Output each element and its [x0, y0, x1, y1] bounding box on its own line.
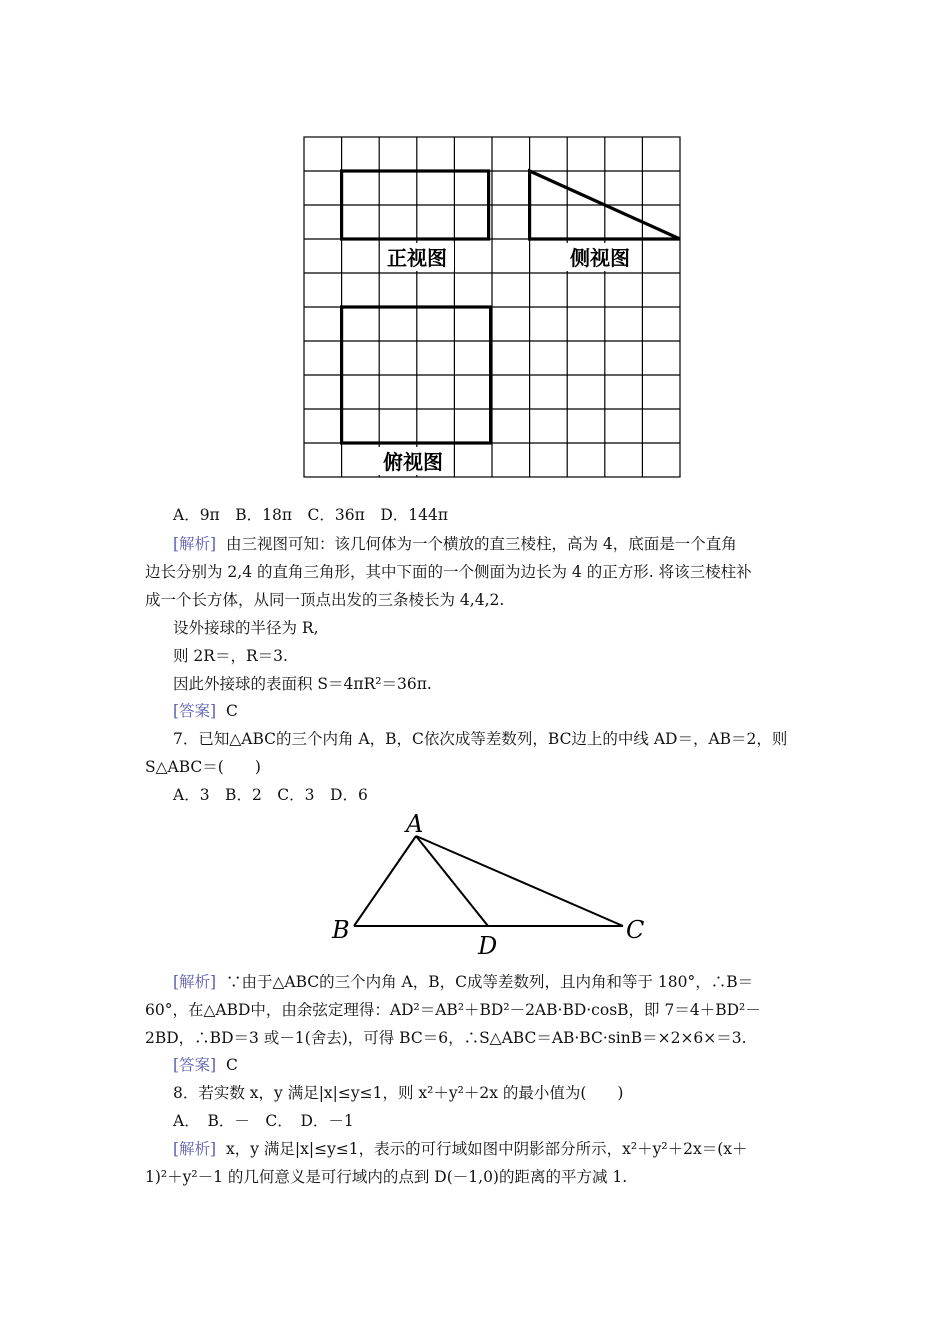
q7-analysis-line-1: [173, 972, 753, 992]
q7-answer-line: [173, 1055, 238, 1075]
q6-analysis-line-2: 边长分别为 2,4 的直角三角形，其中下面的一个侧面为边长为 4 的正方形. 将该三棱柱补: [145, 563, 752, 581]
q7-answer: C: [225, 1056, 238, 1074]
three-view-grid-figure: [300, 133, 685, 481]
vertex-c-label: C: [626, 916, 645, 944]
vertex-a-label: A: [406, 812, 424, 838]
q6-analysis-text-1: 由三视图可知：该几何体为一个横放的直三棱柱，高为 4，底面是一个直角: [225, 535, 737, 553]
q6-analysis-line-1: [173, 534, 737, 554]
q6-analysis-tag: [解析]: [173, 535, 217, 553]
q7-stem-line-1: 7．已知△ABC的三个内角 A，B，C依次成等差数列，BC边上的中线 AD＝，AB＝2，则: [173, 730, 788, 748]
q7-options: A．3 B．2 C．3 D．6: [173, 786, 368, 804]
q6-answer: C: [225, 702, 238, 720]
q7-answer-tag: [答案]: [173, 1056, 217, 1074]
q6-radius-line: 设外接球的半径为 R,: [173, 619, 319, 637]
vertex-b-label: B: [332, 916, 350, 944]
q6-area-line: 因此外接球的表面积 S＝4πR²＝36π.: [173, 675, 432, 693]
q7-stem-line-2: S△ABC＝( ): [145, 758, 261, 776]
q8-options: A． B．－ C． D．－1: [173, 1112, 354, 1130]
q7-analysis-text-1: ∵由于△ABC的三个内角 A，B，C成等差数列，且内角和等于 180°，∴B＝: [225, 973, 754, 991]
side-view-label: 侧视图: [570, 246, 630, 270]
triangle-abc-figure: [328, 812, 653, 962]
q7-analysis-line-3: 2BD，∴BD＝3 或－1(舍去)，可得 BC＝6，∴S△ABC＝AB·BC·sinB＝×2×6×＝3.: [145, 1029, 747, 1047]
q7-analysis-tag: [解析]: [173, 973, 217, 991]
q6-2r-line: 则 2R＝，R＝3.: [173, 647, 288, 665]
q7-analysis-line-2: 60°，在△ABD中，由余弦定理得：AD²＝AB²＋BD²－2AB·BD·cosB，即 7＝4＋BD²－: [145, 1001, 761, 1019]
q8-analysis-text-1: x，y 满足|x|≤y≤1，表示的可行域如图中阴影部分所示，x²＋y²＋2x＝(x＋: [225, 1140, 748, 1158]
q8-stem: 8．若实数 x，y 满足|x|≤y≤1，则 x²＋y²＋2x 的最小值为( ): [173, 1084, 624, 1102]
side-ac: [416, 836, 623, 926]
top-view-label: 俯视图: [383, 450, 443, 474]
front-view-label: 正视图: [387, 246, 447, 270]
point-d-label: D: [478, 932, 498, 960]
q6-answer-line: [173, 701, 238, 721]
q6-analysis-line-3: 成一个长方体，从同一顶点出发的三条棱长为 4,4,2.: [145, 591, 505, 609]
q8-analysis-line-1: [173, 1139, 748, 1159]
q6-options: A．9π B．18π C．36π D．144π: [173, 506, 449, 524]
median-ad: [416, 836, 488, 926]
q8-analysis-tag: [解析]: [173, 1140, 217, 1158]
side-ab: [354, 836, 416, 926]
q8-analysis-line-2: 1)²＋y²－1 的几何意义是可行域内的点到 D(－1,0)的距离的平方减 1.: [145, 1168, 628, 1186]
q6-answer-tag: [答案]: [173, 702, 217, 720]
